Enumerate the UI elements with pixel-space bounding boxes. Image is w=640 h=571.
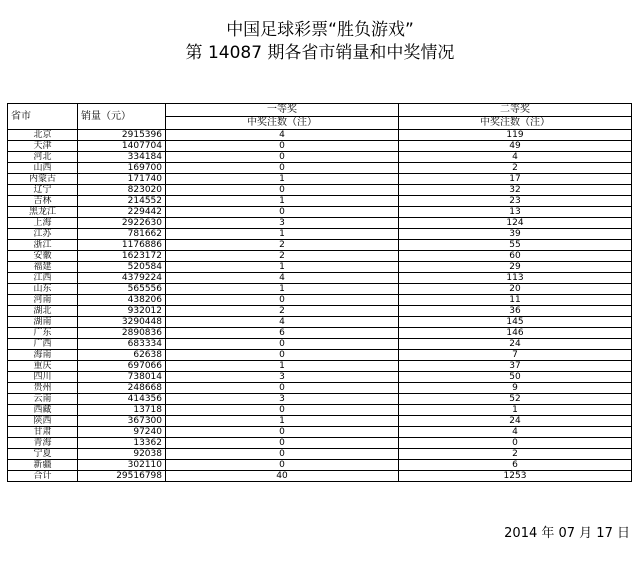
province-cell: 内蒙古 — [8, 174, 78, 185]
province-cell: 山东 — [8, 284, 78, 295]
table-row — [8, 350, 632, 361]
province-cell: 青海 — [8, 438, 78, 449]
second-prize-winners-cell: 9 — [399, 383, 632, 394]
province-cell: 黑龙江 — [8, 207, 78, 218]
second-prize-winners-cell: 60 — [399, 251, 632, 262]
province-cell: 江西 — [8, 273, 78, 284]
first-prize-winners-cell: 1 — [166, 196, 399, 207]
table-row — [8, 141, 632, 152]
province-cell: 河北 — [8, 152, 78, 163]
table-row — [8, 295, 632, 306]
first-prize-winners-cell: 0 — [166, 350, 399, 361]
table-row — [8, 339, 632, 350]
second-prize-winners-cell: 20 — [399, 284, 632, 295]
province-cell: 湖北 — [8, 306, 78, 317]
province-cell: 安徽 — [8, 251, 78, 262]
sales-cell: 1623172 — [78, 251, 166, 262]
sales-cell: 171740 — [78, 174, 166, 185]
first-prize-winners-cell: 1 — [166, 284, 399, 295]
province-cell: 浙江 — [8, 240, 78, 251]
first-prize-winners-cell: 0 — [166, 141, 399, 152]
sales-cell: 4379224 — [78, 273, 166, 284]
second-prize-winners-cell: 23 — [399, 196, 632, 207]
first-prize-winners-cell: 0 — [166, 405, 399, 416]
sales-cell: 13362 — [78, 438, 166, 449]
header-sales: 销量（元） — [78, 104, 166, 130]
province-cell: 新疆 — [8, 460, 78, 471]
second-prize-winners-cell: 24 — [399, 339, 632, 350]
second-prize-winners-cell: 4 — [399, 427, 632, 438]
second-prize-winners-cell: 37 — [399, 361, 632, 372]
first-prize-winners-cell: 0 — [166, 427, 399, 438]
table-row — [8, 394, 632, 405]
sales-cell: 169700 — [78, 163, 166, 174]
first-prize-winners-cell: 3 — [166, 218, 399, 229]
second-prize-winners-cell: 124 — [399, 218, 632, 229]
second-prize-winners-cell: 2 — [399, 163, 632, 174]
sales-cell: 781662 — [78, 229, 166, 240]
second-prize-winners-cell: 145 — [399, 317, 632, 328]
province-cell: 湖南 — [8, 317, 78, 328]
total-row — [8, 471, 632, 482]
first-prize-winners-cell: 2 — [166, 306, 399, 317]
table-row — [8, 328, 632, 339]
first-prize-winners-cell: 1 — [166, 262, 399, 273]
first-prize-winners-cell: 2 — [166, 240, 399, 251]
sales-cell: 229442 — [78, 207, 166, 218]
header-first-winners: 中奖注数（注） — [166, 117, 399, 130]
second-prize-winners-cell: 119 — [399, 130, 632, 141]
second-prize-winners-cell: 4 — [399, 152, 632, 163]
second-prize-winners-cell: 29 — [399, 262, 632, 273]
province-cell: 广西 — [8, 339, 78, 350]
document-subtitle: 第 14087 期各省市销量和中奖情况 — [185, 43, 455, 63]
first-prize-winners-cell: 0 — [166, 339, 399, 350]
province-cell: 天津 — [8, 141, 78, 152]
second-prize-winners-cell: 146 — [399, 328, 632, 339]
second-prize-winners-cell: 113 — [399, 273, 632, 284]
table-row — [8, 284, 632, 295]
first-prize-winners-cell: 1 — [166, 416, 399, 427]
first-prize-winners-cell: 0 — [166, 449, 399, 460]
province-cell: 广东 — [8, 328, 78, 339]
sales-cell: 92038 — [78, 449, 166, 460]
table-body — [8, 104, 632, 482]
first-prize-winners-cell: 0 — [166, 460, 399, 471]
province-cell: 西藏 — [8, 405, 78, 416]
first-prize-winners-cell: 0 — [166, 383, 399, 394]
sales-cell: 62638 — [78, 350, 166, 361]
table-row — [8, 196, 632, 207]
sales-cell: 414356 — [78, 394, 166, 405]
province-cell: 云南 — [8, 394, 78, 405]
province-cell: 甘肃 — [8, 427, 78, 438]
first-prize-winners-cell: 0 — [166, 152, 399, 163]
table-row — [8, 251, 632, 262]
second-prize-winners-cell: 1253 — [399, 471, 632, 482]
sales-cell: 2890836 — [78, 328, 166, 339]
table-row — [8, 130, 632, 141]
province-cell: 重庆 — [8, 361, 78, 372]
second-prize-winners-cell: 2 — [399, 449, 632, 460]
table-row — [8, 240, 632, 251]
table-row — [8, 460, 632, 471]
table-row — [8, 427, 632, 438]
table-row — [8, 273, 632, 284]
first-prize-winners-cell: 3 — [166, 372, 399, 383]
second-prize-winners-cell: 36 — [399, 306, 632, 317]
table-row — [8, 152, 632, 163]
first-prize-winners-cell: 0 — [166, 295, 399, 306]
sales-cell: 438206 — [78, 295, 166, 306]
header-first-prize: 一等奖 — [166, 104, 399, 117]
province-cell: 四川 — [8, 372, 78, 383]
first-prize-winners-cell: 0 — [166, 438, 399, 449]
sales-cell: 29516798 — [78, 471, 166, 482]
sales-cell: 13718 — [78, 405, 166, 416]
first-prize-winners-cell: 0 — [166, 185, 399, 196]
table-row — [8, 449, 632, 460]
first-prize-winners-cell: 4 — [166, 130, 399, 141]
second-prize-winners-cell: 24 — [399, 416, 632, 427]
document-title: 中国足球彩票“胜负游戏” — [226, 20, 414, 40]
province-cell: 辽宁 — [8, 185, 78, 196]
province-cell: 陕西 — [8, 416, 78, 427]
sales-cell: 302110 — [78, 460, 166, 471]
second-prize-winners-cell: 11 — [399, 295, 632, 306]
province-cell: 贵州 — [8, 383, 78, 394]
sales-cell: 334184 — [78, 152, 166, 163]
second-prize-winners-cell: 6 — [399, 460, 632, 471]
second-prize-winners-cell: 32 — [399, 185, 632, 196]
table-row — [8, 174, 632, 185]
province-cell: 福建 — [8, 262, 78, 273]
second-prize-winners-cell: 13 — [399, 207, 632, 218]
first-prize-winners-cell: 4 — [166, 317, 399, 328]
province-cell: 上海 — [8, 218, 78, 229]
province-cell: 北京 — [8, 130, 78, 141]
sales-cell: 367300 — [78, 416, 166, 427]
first-prize-winners-cell: 0 — [166, 163, 399, 174]
table-row — [8, 317, 632, 328]
table-row — [8, 207, 632, 218]
sales-cell: 683334 — [78, 339, 166, 350]
table-row — [8, 383, 632, 394]
province-cell: 合计 — [8, 471, 78, 482]
province-cell: 山西 — [8, 163, 78, 174]
second-prize-winners-cell: 50 — [399, 372, 632, 383]
header-second-prize: 二等奖 — [399, 104, 632, 117]
first-prize-winners-cell: 1 — [166, 361, 399, 372]
sales-cell: 97240 — [78, 427, 166, 438]
province-cell: 海南 — [8, 350, 78, 361]
second-prize-winners-cell: 39 — [399, 229, 632, 240]
table-row — [8, 163, 632, 174]
sales-cell: 823020 — [78, 185, 166, 196]
sales-prize-table — [7, 103, 632, 482]
header-second-winners: 中奖注数（注） — [399, 117, 632, 130]
province-cell: 河南 — [8, 295, 78, 306]
first-prize-winners-cell: 3 — [166, 394, 399, 405]
first-prize-winners-cell: 1 — [166, 229, 399, 240]
table-row — [8, 438, 632, 449]
table-row — [8, 218, 632, 229]
table-row — [8, 262, 632, 273]
sales-cell: 1176886 — [78, 240, 166, 251]
sales-cell: 565556 — [78, 284, 166, 295]
province-cell: 江苏 — [8, 229, 78, 240]
sales-cell: 2915396 — [78, 130, 166, 141]
table-row — [8, 416, 632, 427]
header-province: 省市 — [8, 104, 78, 130]
second-prize-winners-cell: 7 — [399, 350, 632, 361]
sales-cell: 738014 — [78, 372, 166, 383]
second-prize-winners-cell: 49 — [399, 141, 632, 152]
first-prize-winners-cell: 40 — [166, 471, 399, 482]
table-row — [8, 185, 632, 196]
sales-cell: 520584 — [78, 262, 166, 273]
sales-cell: 3290448 — [78, 317, 166, 328]
sales-cell: 697066 — [78, 361, 166, 372]
first-prize-winners-cell: 1 — [166, 174, 399, 185]
sales-cell: 248668 — [78, 383, 166, 394]
table-row — [8, 229, 632, 240]
second-prize-winners-cell: 0 — [399, 438, 632, 449]
first-prize-winners-cell: 2 — [166, 251, 399, 262]
sales-cell: 932012 — [78, 306, 166, 317]
table-row — [8, 405, 632, 416]
table-header-row — [8, 104, 632, 117]
second-prize-winners-cell: 17 — [399, 174, 632, 185]
table-row — [8, 306, 632, 317]
province-cell: 吉林 — [8, 196, 78, 207]
sales-cell: 2922630 — [78, 218, 166, 229]
report-date: 2014 年 07 月 17 日 — [504, 526, 630, 541]
first-prize-winners-cell: 6 — [166, 328, 399, 339]
second-prize-winners-cell: 55 — [399, 240, 632, 251]
second-prize-winners-cell: 1 — [399, 405, 632, 416]
sales-cell: 1407704 — [78, 141, 166, 152]
table-row — [8, 372, 632, 383]
table-row — [8, 361, 632, 372]
sales-cell: 214552 — [78, 196, 166, 207]
second-prize-winners-cell: 52 — [399, 394, 632, 405]
province-cell: 宁夏 — [8, 449, 78, 460]
first-prize-winners-cell: 4 — [166, 273, 399, 284]
first-prize-winners-cell: 0 — [166, 207, 399, 218]
